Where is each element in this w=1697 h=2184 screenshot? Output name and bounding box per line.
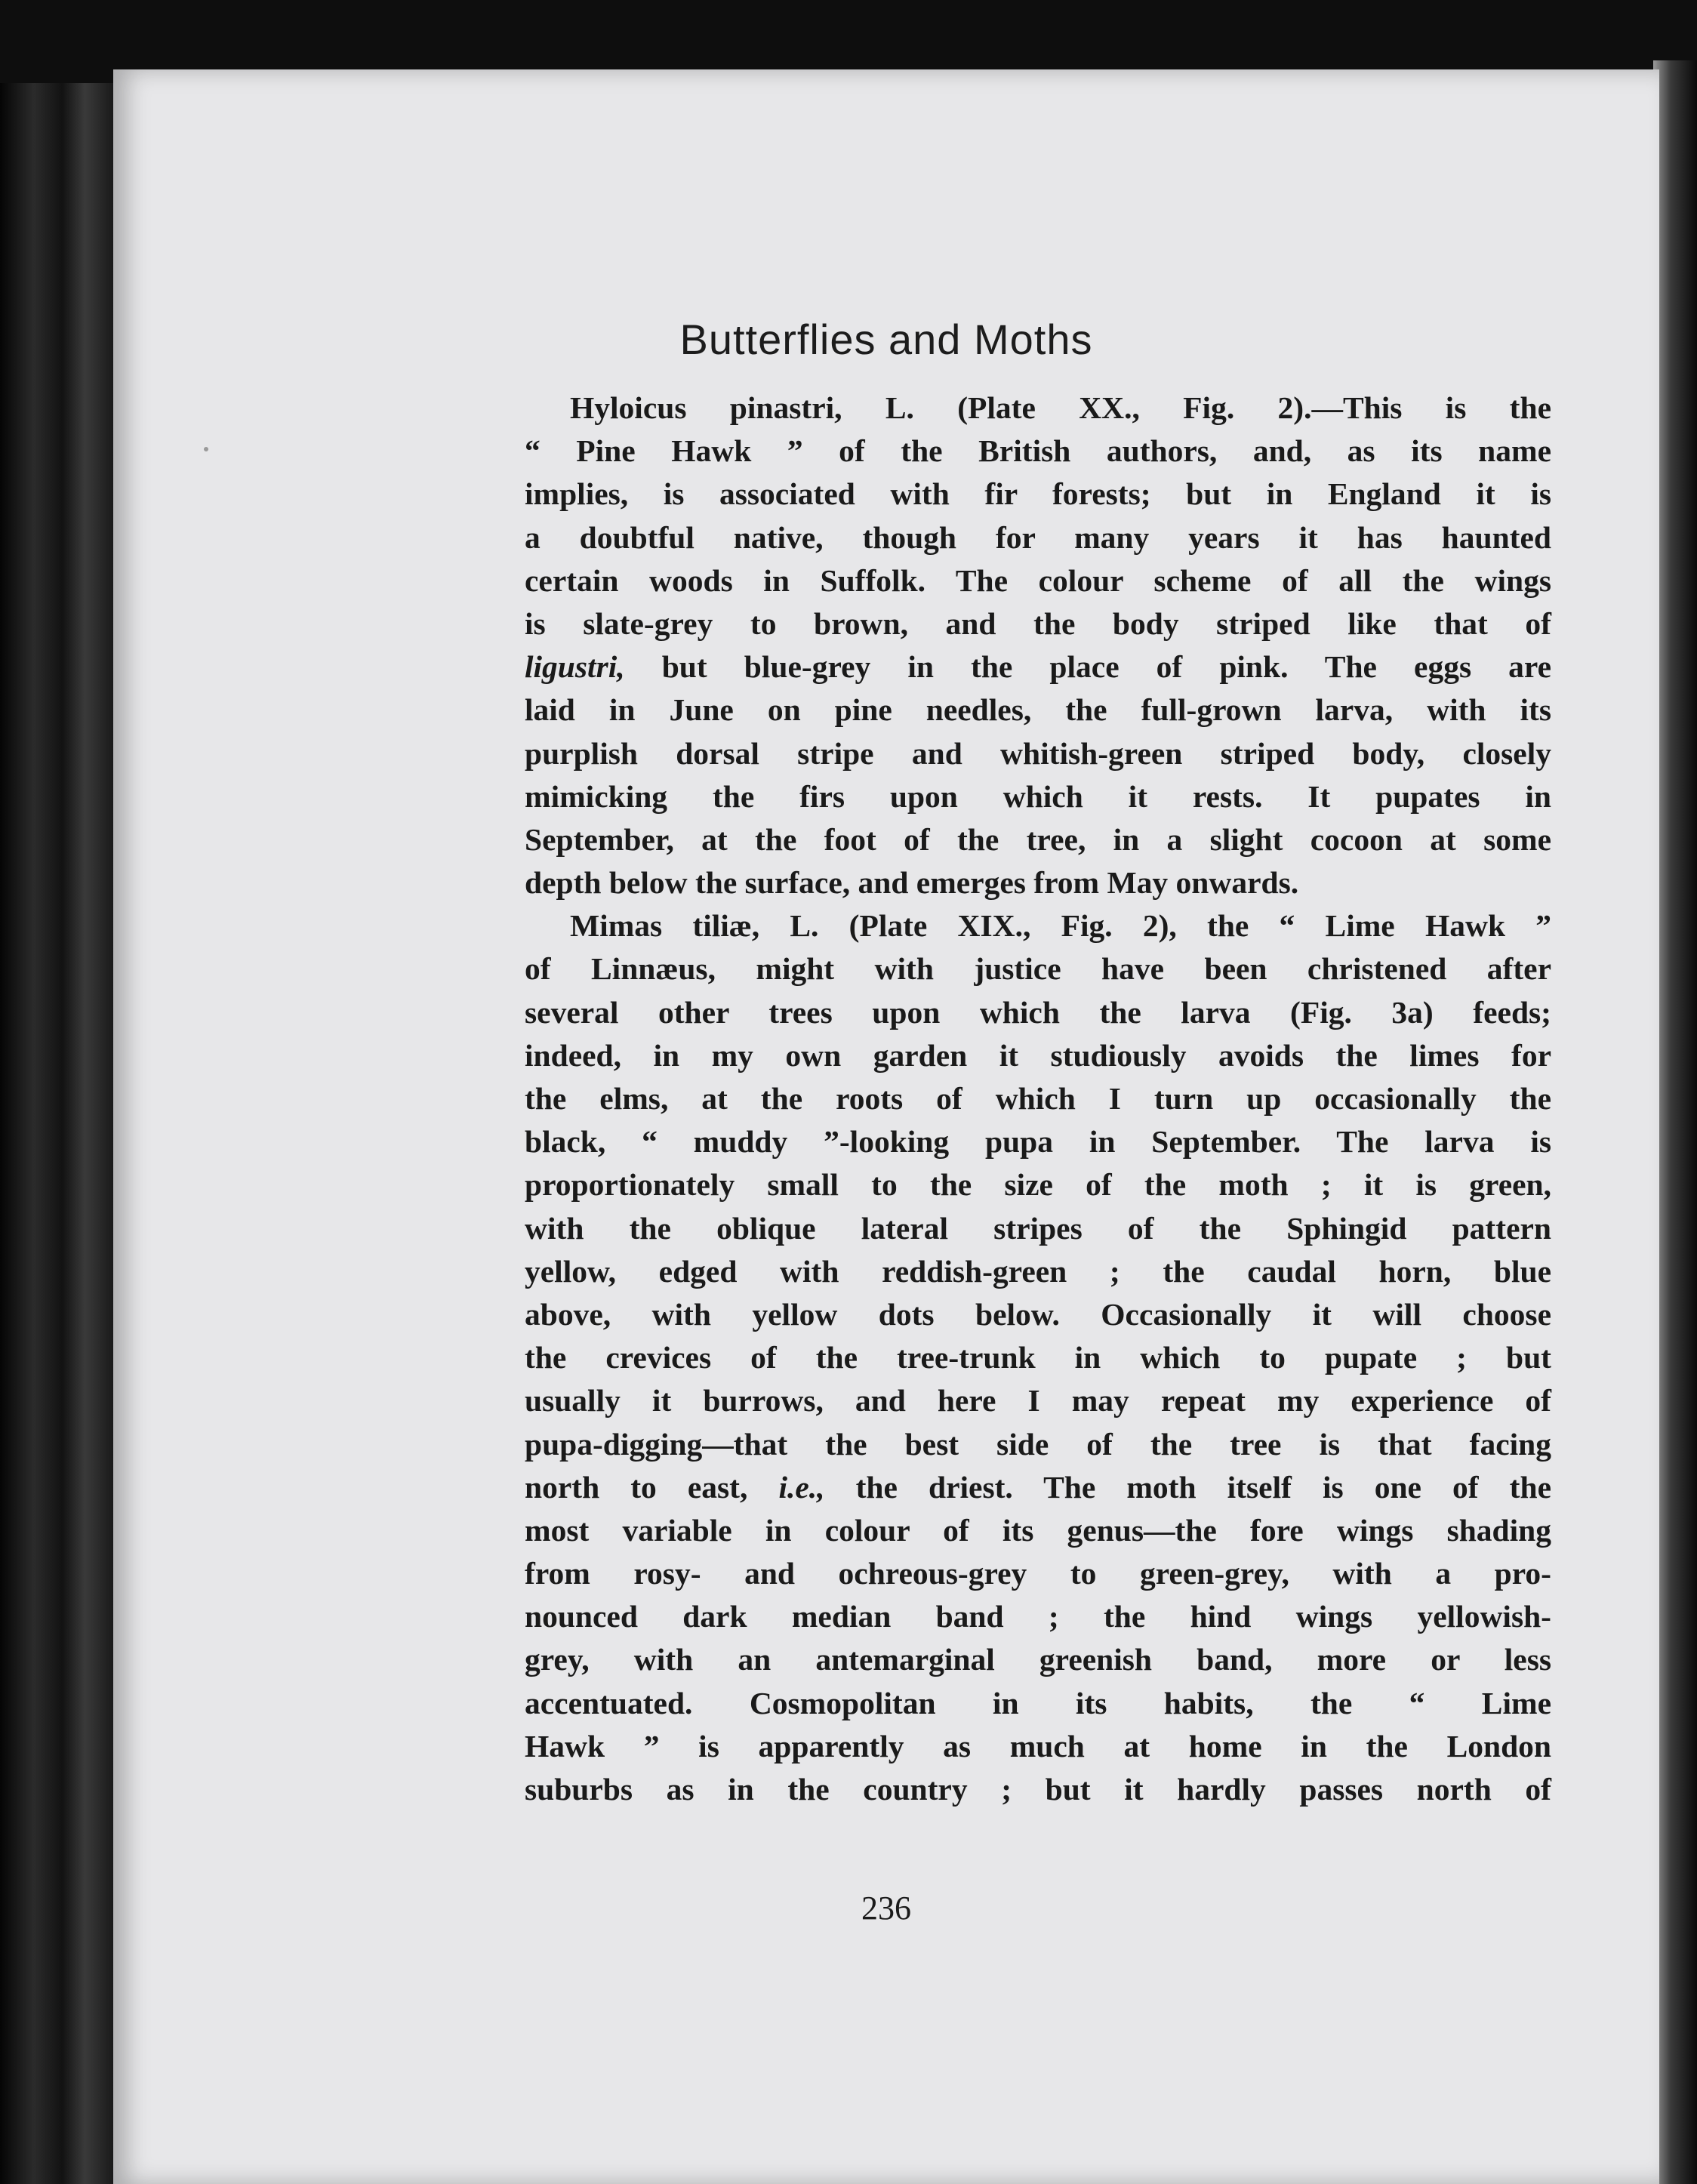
book-binding-edge (0, 83, 113, 2184)
text-line: of Linnæus, might with justice have been christened after (525, 951, 1551, 987)
text-line: depth below the surface, and emerges from May onwards. (525, 865, 1299, 901)
text-line: yellow, edged with reddish-green ; the caudal horn, blue (525, 1253, 1551, 1289)
text-line: “ Pine Hawk ” of the British authors, and, as its name (525, 433, 1551, 469)
text-line: a doubtful native, though for many years it has haunted (525, 519, 1551, 555)
text-line: above, with yellow dots below. Occasionally it will choose (525, 1296, 1551, 1332)
text-line: several other trees upon which the larva (Fig. 3a) feeds; (525, 994, 1551, 1030)
text-line: proportionately small to the size of the moth ; it is green, (525, 1167, 1551, 1203)
text-line: pupa-digging—that the best side of the tree is that facing (525, 1426, 1551, 1462)
text-line: accentuated. Cosmopolitan in its habits, the “ Lime (525, 1685, 1551, 1720)
text-line: September, at the foot of the tree, in a slight cocoon at some (525, 821, 1551, 857)
text-span: but blue-grey in the place of pink. The eggs are (661, 649, 1552, 685)
text-line: Mimas tiliæ, L. (Plate XIX., Fig. 2), the “ Lime Hawk ” (570, 908, 1551, 944)
text-line: Hyloicus pinastri, L. (Plate XX., Fig. 2).—This is the (570, 390, 1551, 425)
text-line: nounced dark median band ; the hind wings yellowish- (525, 1599, 1551, 1634)
text-line: indeed, in my own garden it studiously avoids the limes for (525, 1037, 1551, 1073)
text-line: mimicking the firs upon which it rests. It pupates in (525, 778, 1551, 814)
text-span: north to east, (525, 1469, 748, 1505)
text-line: implies, is associated with fir forests; but in England it is (525, 476, 1551, 512)
text-line: purplish dorsal stripe and whitish-green striped body, closely (525, 735, 1551, 771)
running-head: Butterflies and Moths (679, 316, 1093, 363)
text-line: Hawk ” is apparently as much at home in the London (525, 1728, 1551, 1764)
text-line: the elms, at the roots of which I turn up occasionally the (525, 1081, 1551, 1116)
book-page (113, 69, 1659, 2184)
text-line (525, 645, 1551, 688)
text-line: the crevices of the tree-trunk in which to pupate ; but (525, 1340, 1551, 1375)
paper-speck (204, 447, 208, 451)
text-line: is slate-grey to brown, and the body striped like that of (525, 605, 1551, 641)
text-line: from rosy- and ochreous-grey to green-grey, with a pro- (525, 1556, 1551, 1591)
text-line: grey, with an antemarginal greenish band, more or less (525, 1642, 1551, 1677)
text-line: certain woods in Suffolk. The colour scheme of all the wings (525, 562, 1551, 598)
text-line: with the oblique lateral stripes of the Sphingid pattern (525, 1210, 1551, 1246)
page-stack-edge (1653, 60, 1697, 2184)
text-line (525, 1466, 1551, 1509)
body-text (525, 387, 1551, 1811)
text-line: black, “ muddy ”-looking pupa in September. The larva is (525, 1124, 1551, 1160)
text-line: suburbs as in the country ; but it hardly passes north of (525, 1772, 1551, 1807)
page-number: 236 (861, 1890, 911, 1927)
italic-term: ligustri, (525, 649, 625, 685)
text-line: usually it burrows, and here I may repeat my experience of (525, 1383, 1551, 1419)
text-line: most variable in colour of its genus—the fore wings shading (525, 1512, 1551, 1548)
text-span: the driest. The moth itself is one of the (855, 1469, 1552, 1505)
italic-term: i.e., (778, 1469, 825, 1505)
text-line: laid in June on pine needles, the full-grown larva, with its (525, 692, 1551, 728)
